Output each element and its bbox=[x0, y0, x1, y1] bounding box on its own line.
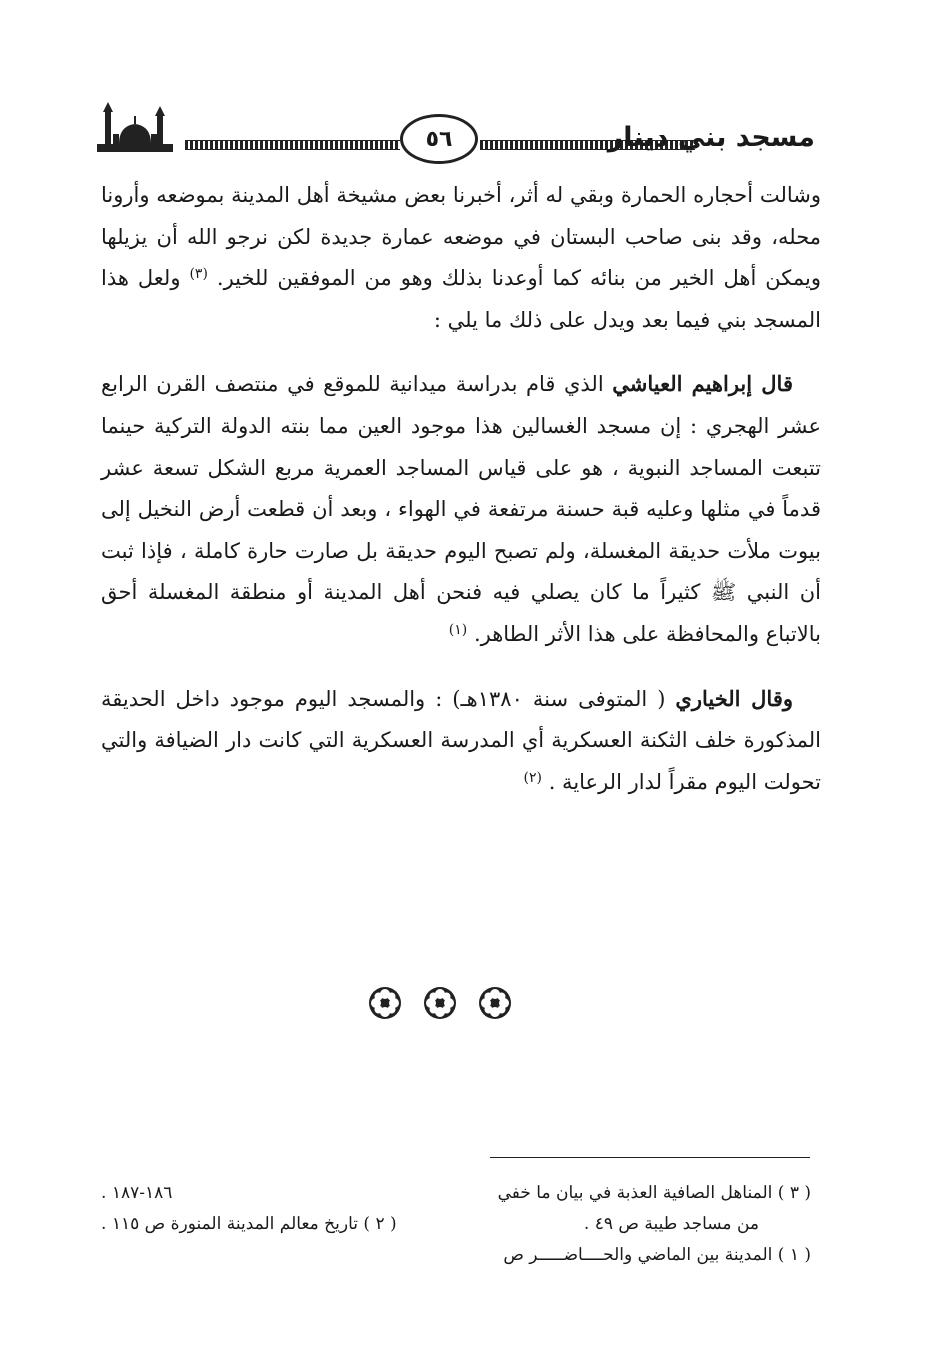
flower-icon bbox=[424, 987, 456, 1019]
main-text bbox=[101, 175, 821, 803]
footnote-row-3 bbox=[101, 1240, 811, 1271]
running-title: مسجد بني دينار bbox=[607, 122, 815, 153]
footnote-ref-2: (٢) bbox=[523, 769, 543, 786]
p2-speaker: قال إبراهيم العياشي bbox=[612, 371, 793, 397]
p3-speaker: وقال الخياري bbox=[675, 685, 793, 711]
paragraph-1 bbox=[101, 175, 821, 341]
paragraph-2 bbox=[101, 363, 821, 655]
footnote-row-1 bbox=[101, 1178, 811, 1209]
paragraph-3 bbox=[101, 678, 821, 804]
p2-text: الذي قام بدراسة ميدانية للموقع في منتصف القرن الرابع عشر الهجري : إن مسجد الغسالين هذا موجود العين مما بنته الدولة التركية حينما تتبعت المساجد النبوية ، هو على قياس المساجد العمرية مربع الشكل تسعة عشر قدماً في مثلها وعليه قبة حسنة مرتفعة في الهواء ، وبعد أن قطعت أرض النخيل إلى بيوت ملأت حديقة المغسلة، ولم تصبح اليوم حديقة بل صارت حارة كاملة ، فإذا ثبت أن النبي ﷺ كثيراً ما كان يصلي فيه فنحن أهل المدينة أو منطقة المغسلة أحق بالاتباع والمحافظة على هذا الأثر الطاهر. bbox=[101, 372, 821, 646]
p1-line-4: من الموفقين للخير. bbox=[216, 266, 392, 291]
flower-icon bbox=[479, 987, 511, 1019]
footnote-1 bbox=[503, 1240, 811, 1271]
footnote-3-line-2: من مساجد طيبة ص ٤٩ . bbox=[583, 1214, 759, 1234]
p1-tail-1: ولعل هذا المسجد بني فيما بعد ويدل على ذلك bbox=[101, 266, 821, 332]
p1-line-1: وشالت أحجاره الحمارة وبقي له أثر، أخبرنا بعض مشيخة أهل المدينة bbox=[231, 183, 821, 207]
footnote-1-text: المدينة بين الماضي والحــــاضـــــر ص bbox=[503, 1245, 773, 1265]
footnote-ref-1: (١) bbox=[448, 621, 468, 638]
footnote-2 bbox=[101, 1209, 397, 1240]
flower-icon bbox=[369, 987, 401, 1019]
footnote-3-text: المناهل الصافية العذبة في بيان ما خفي bbox=[497, 1183, 773, 1203]
p1-line-3: لكن نرجو الله أن يزيلها ويمكن أهل الخير من بنائه كما أوعدنا بذلك وهو bbox=[101, 224, 821, 291]
header-rule-left bbox=[185, 140, 400, 150]
p1-tail-2: ما يلي : bbox=[433, 307, 503, 332]
footnote-separator bbox=[490, 1157, 810, 1158]
footnote-3 bbox=[498, 1178, 811, 1209]
p3-text: ( المتوفى سنة ١٣٨٠هـ) : والمسجد اليوم موجود داخل الحديقة المذكورة خلف الثكنة العسكرية أي المدرسة العسكرية التي كانت دار الضيافة والتي تحولت اليوم مقراً لدار الرعاية . bbox=[101, 686, 821, 794]
footnote-3-continuation: ١٨٦-١٨٧ . bbox=[101, 1183, 173, 1203]
footnote-2-text: تاريخ معالم المدينة المنورة ص ١١٥ . bbox=[101, 1214, 358, 1234]
p1-line-2: بموضعه وأرونا محله، وقد بنى صاحب البستان في موضعه عمارة جديدة bbox=[101, 183, 821, 249]
footnote-ref-3: (٣) bbox=[189, 266, 208, 283]
footnote-row-2 bbox=[101, 1209, 811, 1240]
page-number: ٥٦ bbox=[400, 114, 478, 164]
footnote-2-number: ( ٢ ) bbox=[363, 1214, 397, 1234]
flower-ornament-icon bbox=[360, 983, 520, 1023]
footnotes bbox=[101, 1178, 811, 1271]
page-header bbox=[95, 100, 815, 170]
footnote-3-number: ( ٣ ) bbox=[777, 1183, 811, 1203]
footnote-1-number: ( ١ ) bbox=[777, 1245, 811, 1265]
mosque-icon bbox=[95, 100, 175, 160]
